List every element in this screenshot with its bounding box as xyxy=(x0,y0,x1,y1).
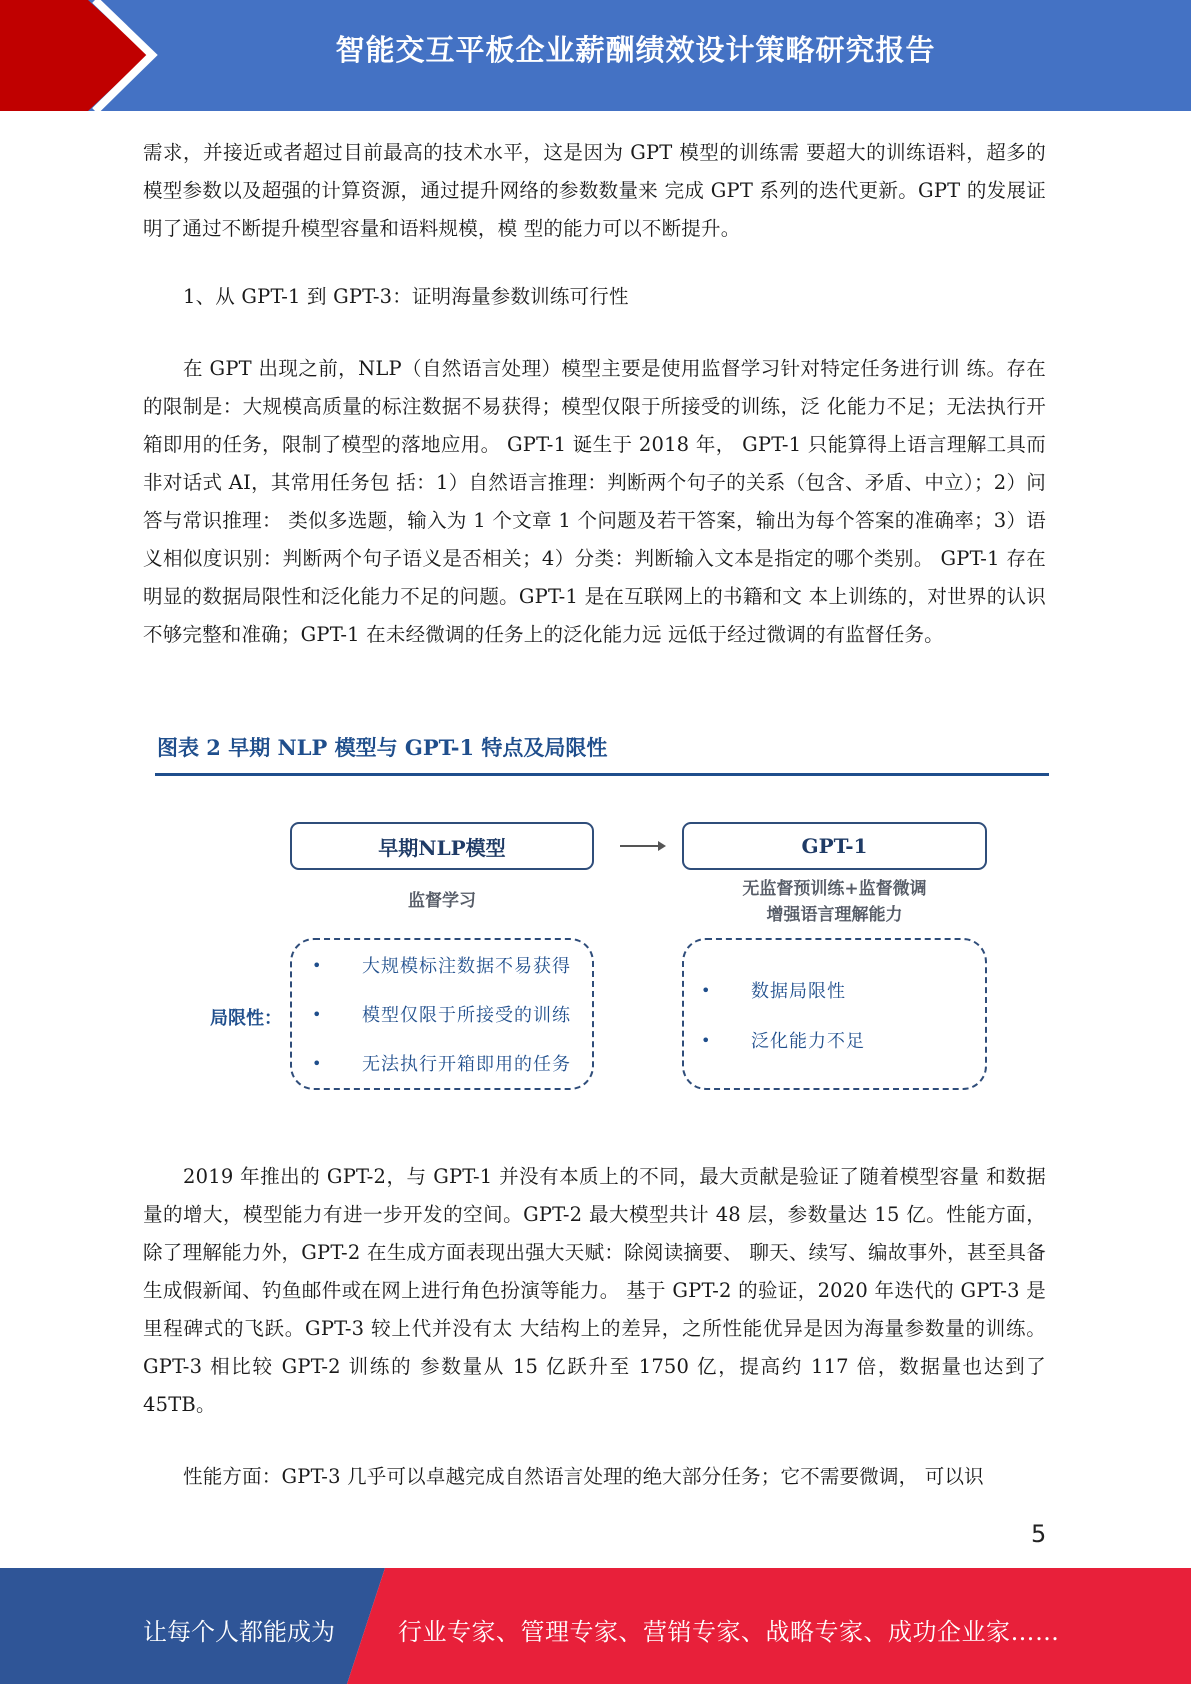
paragraph-performance xyxy=(143,1458,1046,1496)
bullet-icon: • xyxy=(312,1004,322,1024)
gpt1-method-line2: 增强语言理解能力 xyxy=(766,905,903,925)
section-heading xyxy=(143,278,1046,316)
page-header xyxy=(0,0,1191,111)
arrow-right-icon xyxy=(620,838,666,854)
bullet-icon: • xyxy=(312,1053,322,1073)
footer-slogan-left: 让每个人都能成为 xyxy=(143,1618,335,1646)
list-item: • 大规模标注数据不易获得 xyxy=(312,955,571,977)
bullet-icon: • xyxy=(701,980,711,1000)
early-nlp-box xyxy=(290,822,594,870)
list-item: • 模型仅限于所接受的训练 xyxy=(312,1004,571,1026)
list-item: • 数据局限性 xyxy=(701,980,846,1002)
list-item: • 泛化能力不足 xyxy=(701,1030,865,1052)
gpt1-limits-box xyxy=(682,938,987,1090)
gpt1-label: GPT-1 xyxy=(801,834,868,858)
footer-slogan-right: 行业专家、管理专家、营销专家、战略专家、成功企业家…… xyxy=(398,1618,1060,1646)
figure-caption: 图表 2 早期 NLP 模型与 GPT-1 特点及局限性 xyxy=(157,735,608,760)
bullet-icon: • xyxy=(312,955,322,975)
paragraph-gpt2-gpt3 xyxy=(143,1158,1046,1424)
report-title: 智能交互平板企业薪酬绩效设计策略研究报告 xyxy=(335,33,936,67)
gpt1-box xyxy=(682,822,987,870)
gpt1-method-line1: 无监督预训练+监督微调 xyxy=(742,879,927,899)
gpt1-method-label xyxy=(682,876,987,928)
paragraph-text: 在 GPT 出现之前，NLP（自然语言处理）模型主要是使用监督学习针对特定任务进行训 练。存在的限制是：大规模高质量的标注数据不易获得；模型仅限于所接受的训练，泛 化能力不足；无法执行开箱即用的任务，限制了模型的落地应用。 GPT-1 诞生于 2018 年， GPT-1 只能算得上语言理解工具而非对话式 AI，其常用任务包 括：1）自然语言推理：判断两个句子的关系（包含、矛盾、中立）；2）问答与常识推理： 类似多选题，输入为 1 个文章 1 个问题及若干答案，输出为每个答案的准确率；3）语义相似度识别：判断两个句子语义是否相关；4）分类：判断输入文本是指定的哪个类别。 GPT-1 存在明显的数据局限性和泛化能力不足的问题。GPT-1 是在互联网上的书籍和文 本上训练的，对世界的认识不够完整和准确；GPT-1 在未经微调的任务上的泛化能力远 远低于经过微调的有监督任务。 xyxy=(143,357,1046,646)
figure-divider xyxy=(155,773,1049,776)
section-heading-text: 1、从 GPT-1 到 GPT-3：证明海量参数训练可行性 xyxy=(183,285,629,308)
early-nlp-label: 早期NLP模型 xyxy=(378,835,506,860)
paragraph-text: 2019 年推出的 GPT-2，与 GPT-1 并没有本质上的不同，最大贡献是验证了随着模型容量 和数据量的增大，模型能力有进一步开发的空间。GPT-2 最大模型共计 48 层，参数量达 15 亿。性能方面，除了理解能力外，GPT-2 在生成方面表现出强大天赋：除阅读摘要、 聊天、续写、编故事外，甚至具备生成假新闻、钓鱼邮件或在网上进行角色扮演等能力。 基于 GPT-2 的验证，2020 年迭代的 GPT-3 是里程碑式的飞跃。GPT-3 较上代并没有太 大结构上的差异，之所性能优异是因为海量参数量的训练。GPT-3 相比较 GPT-2 训练的 参数量从 15 亿跃升至 1750 亿，提高约 117 倍，数据量也达到了 45TB。 xyxy=(143,1165,1046,1416)
page-number: 5 xyxy=(1031,1520,1047,1548)
paragraph-text: 性能方面：GPT-3 几乎可以卓越完成自然语言处理的绝大部分任务；它不需要微调， 可以识 xyxy=(183,1465,984,1488)
paragraph-gpt1 xyxy=(143,350,1046,654)
paragraph-text: 需求，并接近或者超过目前最高的技术水平，这是因为 GPT 模型的训练需 要超大的训练语料，超多的模型参数以及超强的计算资源，通过提升网络的参数数量来 完成 GPT 系列的迭代更新。GPT 的发展证明了通过不断提升模型容量和语料规模，模 型的能力可以不断提升。 xyxy=(143,141,1046,240)
limitations-label: 局限性： xyxy=(210,1008,282,1029)
supervised-learning-label: 监督学习 xyxy=(408,891,476,911)
list-item: • 无法执行开箱即用的任务 xyxy=(312,1053,571,1075)
bullet-icon: • xyxy=(701,1030,711,1050)
paragraph-intro xyxy=(143,134,1046,248)
page-footer xyxy=(0,1568,1191,1684)
